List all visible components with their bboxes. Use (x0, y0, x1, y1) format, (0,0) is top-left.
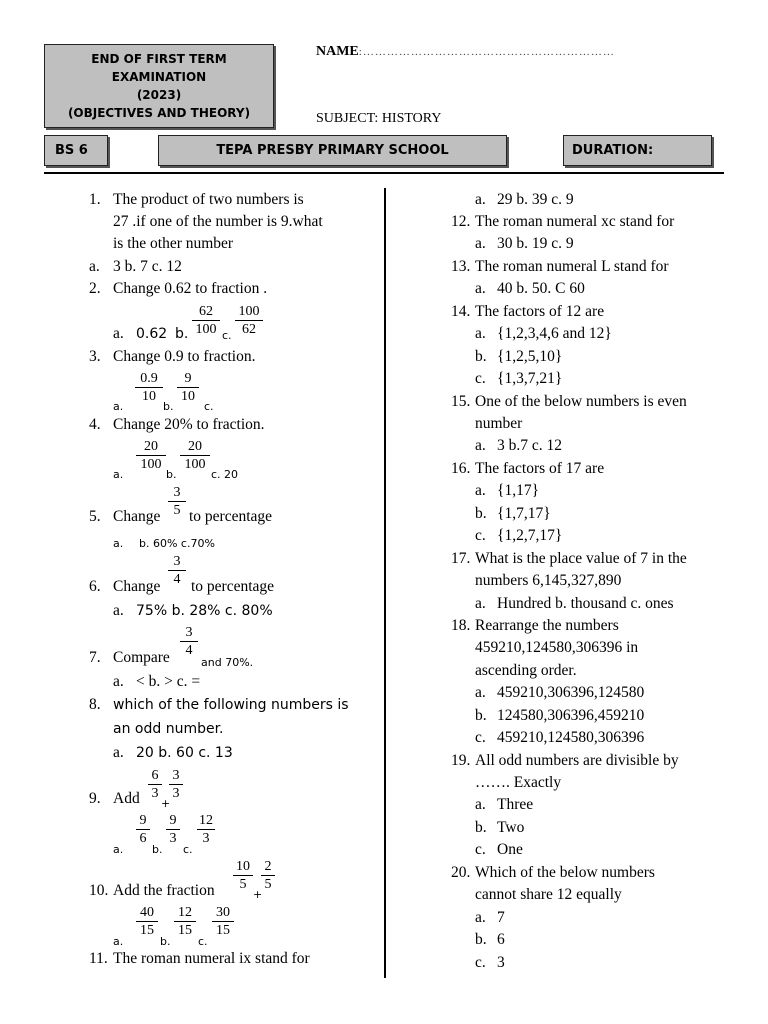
exam-title-line: (OBJECTIVES AND THEORY) (67, 106, 251, 120)
option-letter: a. (475, 325, 486, 342)
question-number: 4. (89, 416, 101, 433)
question-text: Change 0.9 to fraction. (113, 348, 256, 365)
question-text: Compare (113, 649, 170, 666)
question-number: 2. (89, 280, 101, 297)
name-field (316, 44, 615, 60)
option-a-text: 459210,306396,124580 (497, 684, 645, 701)
fraction: 6 3 (148, 767, 162, 802)
options-text: 3 b. 7 c. 12 (113, 258, 182, 275)
question-text: Change (113, 578, 161, 595)
option-a-text: 7 (497, 909, 505, 926)
option-letter: b. (160, 935, 171, 948)
option-letter: b. (475, 819, 487, 836)
question-number: 20. (451, 864, 471, 881)
options-text: b. 60% c.70% (139, 537, 215, 550)
fraction: 9 10 (177, 370, 199, 405)
name-label: NAME (316, 44, 359, 59)
fraction: 2 5 (261, 858, 275, 893)
option-letter: b. (475, 505, 487, 522)
question-text: ……. Exactly (475, 774, 562, 791)
question-number: 1. (89, 191, 101, 208)
question-text: to percentage (189, 508, 273, 525)
option-a-text: {1,17} (497, 482, 540, 499)
option-b-text: 124580,306396,459210 (497, 707, 645, 724)
question-text: The roman numeral L stand for (475, 258, 669, 275)
option-letter: a. (113, 325, 124, 342)
question-text: number (475, 415, 523, 432)
question-text: What is the place value of 7 in the (475, 550, 687, 567)
question-number: 5. (89, 508, 101, 525)
question-number: 18. (451, 617, 471, 634)
fraction: 100 62 (235, 303, 263, 338)
option-letter: a. (113, 400, 124, 413)
option-letter: a. (475, 235, 486, 252)
question-text: Change (113, 508, 161, 525)
question-text: The roman numeral ix stand for (113, 950, 310, 967)
fraction: 20 100 (180, 438, 210, 473)
options-text: 30 b. 19 c. 9 (497, 235, 574, 252)
exam-title-line: EXAMINATION (111, 70, 207, 84)
duration-box: DURATION: (563, 135, 712, 166)
question-text: Change 20% to fraction. (113, 416, 265, 433)
question-number: 6. (89, 578, 101, 595)
option-letter: b. (163, 400, 174, 413)
subject-label: SUBJECT: HISTORY (316, 111, 442, 126)
option-letter: b. (475, 931, 487, 948)
option-letter: b. (166, 468, 177, 481)
question-text: The factors of 17 are (475, 460, 605, 477)
option-letter: c. (475, 527, 486, 544)
options-text: < b. > c. = (136, 673, 201, 690)
question-text: The product of two numbers is (113, 191, 304, 208)
option-letter: a. (113, 935, 124, 948)
question-number: 16. (451, 460, 471, 477)
options-text: 3 b.7 c. 12 (497, 437, 563, 454)
plus-sign: + (161, 797, 171, 810)
option-a-text: 0.62 (136, 326, 168, 342)
fraction: 40 15 (136, 904, 158, 939)
option-letter: c. (475, 370, 486, 387)
question-number: 10. (89, 882, 109, 899)
options-text: 40 b. 50. C 60 (497, 280, 585, 297)
question-number: 15. (451, 393, 471, 410)
class-box: BS 6 (44, 135, 108, 166)
option-letter: a. (113, 602, 124, 619)
fraction: 9 3 (166, 812, 180, 847)
fraction: 20 100 (136, 438, 166, 473)
name-dots: :……………………………………………………… (358, 46, 615, 58)
question-number: 12. (451, 213, 471, 230)
question-text: and 70%. (201, 656, 254, 669)
option-letter: b. (475, 707, 487, 724)
option-letter: a. (475, 909, 486, 926)
option-letter: c. (222, 329, 232, 342)
question-number: 3. (89, 348, 101, 365)
fraction: 3 4 (168, 553, 186, 588)
question-number: 13. (451, 258, 471, 275)
option-letter: a. (475, 280, 486, 297)
option-letter: a. (475, 595, 486, 612)
column-divider (384, 188, 386, 978)
fraction: 3 5 (168, 484, 186, 519)
exam-title-box (44, 44, 274, 128)
option-letter: c. (475, 954, 486, 971)
plus-sign: + (253, 888, 263, 901)
question-text: numbers 6,145,327,890 (475, 572, 622, 589)
question-text: an odd number. (113, 721, 224, 737)
header-rule (44, 172, 724, 174)
exam-title-line: (2023) (136, 88, 182, 102)
option-letter: b. (475, 348, 487, 365)
option-letter: a. (475, 796, 486, 813)
question-number: 17. (451, 550, 471, 567)
options-text: Hundred b. thousand c. ones (497, 595, 674, 612)
option-letter: c. (475, 729, 486, 746)
option-c-text: {1,2,7,17} (497, 527, 563, 544)
question-number: 8. (89, 696, 101, 713)
option-b-text: Two (497, 819, 525, 836)
option-letter: c. (204, 400, 214, 413)
question-number: 7. (89, 649, 101, 666)
option-letter: a. (475, 437, 486, 454)
options-text: 75% b. 28% c. 80% (136, 603, 273, 619)
fraction: 30 15 (212, 904, 234, 939)
option-letter: b. (152, 843, 163, 856)
option-c-text: 3 (497, 954, 505, 971)
option-b-text: {1,2,5,10} (497, 348, 563, 365)
option-letter: b. (175, 326, 189, 342)
option-letter: a. (113, 468, 124, 481)
question-text: Add the fraction (113, 882, 215, 899)
question-text: 27 .if one of the number is 9.what (113, 213, 323, 230)
option-letter: a. (113, 537, 124, 550)
question-text: Which of the below numbers (475, 864, 655, 881)
option-letter: c. (183, 843, 193, 856)
option-letter: a. (89, 258, 100, 275)
option-c-text: One (497, 841, 523, 858)
option-letter: a. (475, 684, 486, 701)
option-b-text: 6 (497, 931, 505, 948)
option-a-text: {1,2,3,4,6 and 12} (497, 325, 612, 342)
option-a-text: Three (497, 796, 534, 813)
option-letter: a. (475, 482, 486, 499)
fraction: 10 5 (233, 858, 253, 893)
option-c-text: c. 20 (211, 468, 239, 481)
fraction: 3 3 (169, 767, 183, 802)
option-letter: c. (198, 935, 208, 948)
question-text: One of the below numbers is even (475, 393, 687, 410)
option-letter: a. (113, 843, 124, 856)
option-letter: a. (113, 744, 124, 761)
school-name-box: TEPA PRESBY PRIMARY SCHOOL (158, 135, 507, 166)
option-b-text: {1,7,17} (497, 505, 551, 522)
question-text: 459210,124580,306396 in (475, 639, 639, 656)
question-text: which of the following numbers is (113, 697, 349, 713)
question-number: 19. (451, 752, 471, 769)
fraction: 0.9 10 (135, 370, 163, 405)
question-text: to percentage (191, 578, 275, 595)
question-text: All odd numbers are divisible by (475, 752, 679, 769)
fraction: 3 4 (180, 624, 198, 659)
fraction: 62 100 (192, 303, 220, 338)
option-c-text: {1,3,7,21} (497, 370, 563, 387)
question-text: The roman numeral xc stand for (475, 213, 675, 230)
option-letter: a. (113, 673, 124, 690)
question-number: 9. (89, 790, 101, 807)
option-letter: a. (475, 191, 486, 208)
options-text: 20 b. 60 c. 13 (136, 745, 233, 761)
question-text: Rearrange the numbers (475, 617, 619, 634)
question-text: cannot share 12 equally (475, 886, 622, 903)
question-text: The factors of 12 are (475, 303, 605, 320)
question-text: Change 0.62 to fraction . (113, 280, 268, 297)
question-number: 11. (89, 950, 108, 967)
options-text: 29 b. 39 c. 9 (497, 191, 574, 208)
fraction: 12 3 (199, 813, 213, 846)
question-text: Add (113, 790, 140, 807)
fraction: 12 15 (174, 904, 196, 939)
question-text: ascending order. (475, 662, 577, 679)
option-c-text: 459210,124580,306396 (497, 729, 645, 746)
exam-title-line: END OF FIRST TERM (91, 52, 227, 66)
question-text: is the other number (113, 235, 234, 252)
option-letter: c. (475, 841, 486, 858)
question-number: 14. (451, 303, 471, 320)
fraction: 9 6 (136, 812, 150, 847)
